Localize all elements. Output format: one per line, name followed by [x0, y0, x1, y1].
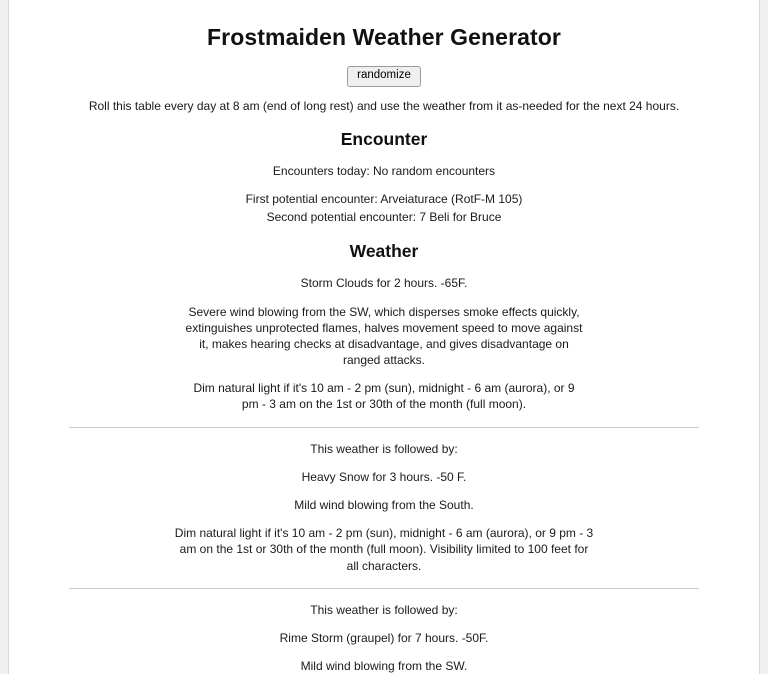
weather-light: Dim natural light if it's 10 am - 2 pm (sun), midnight - 6 am (aurora), or 9 pm - 3 am on the 1st or 30th of the month (full moon). Visibility limited to 100 feet for all characters.	[174, 526, 594, 573]
weather-heading: Weather	[349, 241, 419, 262]
weather-light: Dim natural light if it's 10 am - 2 pm (sun), midnight - 6 am (aurora), or 9 pm - 3 am on the 1st or 30th of the month (full moon).	[193, 381, 575, 412]
intro-text: Roll this table every day at 8 am (end of long rest) and use the weather from it as-needed for the next 24 hours.	[88, 98, 680, 113]
weather-block	[69, 602, 699, 674]
weather-wind: Mild wind blowing from the South.	[294, 498, 474, 513]
weather-summary: Storm Clouds for 2 hours. -65F.	[300, 276, 468, 291]
randomize-button[interactable]: randomize	[347, 66, 421, 87]
weather-followed-by: This weather is followed by:	[310, 602, 458, 617]
encounters-today: Encounters today: No random encounters	[272, 163, 496, 178]
generator-page	[8, 0, 760, 674]
weather-summary: Rime Storm (graupel) for 7 hours. -50F.	[279, 630, 489, 645]
potential-encounters	[69, 191, 699, 225]
randomize-button-row	[69, 65, 699, 87]
weather-wind: Mild wind blowing from the SW.	[300, 659, 468, 674]
weather-summary: Heavy Snow for 3 hours. -50 F.	[301, 469, 467, 484]
divider	[69, 427, 699, 428]
first-potential-encounter: First potential encounter: Arveiaturace (RotF-M 105)	[245, 191, 523, 206]
weather-followed-by: This weather is followed by:	[310, 441, 458, 456]
weather-wind: Severe wind blowing from the SW, which disperses smoke effects quickly, extinguishes unprotected flames, halves movement speed to move against it, makes hearing checks at disadvantage, and gives disadvantage on ranged attacks.	[185, 304, 583, 368]
encounter-heading: Encounter	[340, 128, 428, 149]
weather-block	[69, 275, 699, 412]
second-potential-encounter: Second potential encounter: 7 Beli for Bruce	[266, 210, 502, 225]
weather-block	[69, 441, 699, 574]
divider	[69, 588, 699, 589]
page-title: Frostmaiden Weather Generator	[207, 24, 561, 50]
